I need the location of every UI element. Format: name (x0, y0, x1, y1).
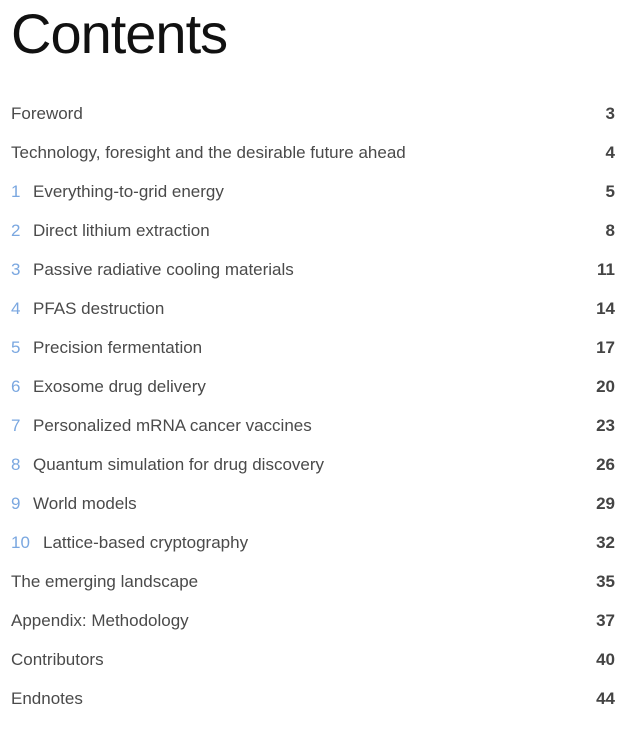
toc-entry-label: Technology, foresight and the desirable future ahead (11, 142, 406, 162)
toc-entry-page: 3 (605, 103, 615, 123)
toc-entry-label: Contributors (11, 649, 104, 669)
page-title: Contents (11, 2, 228, 65)
toc-entry-number: 8 (11, 454, 21, 474)
toc-entry-number: 10 (11, 532, 30, 552)
toc-entry-chapter-3[interactable] (11, 250, 615, 289)
toc-entry-number: 2 (11, 220, 21, 240)
toc-entry-label: Foreword (11, 103, 83, 123)
toc-entry-label: Lattice-based cryptography (43, 532, 249, 552)
toc-entry-page: 40 (596, 649, 615, 669)
toc-entry-label: PFAS destruction (33, 298, 165, 318)
toc-entry-foreword[interactable] (11, 94, 615, 133)
toc-entry-label: Everything-to-grid energy (33, 181, 224, 201)
toc-entry-label: Exosome drug delivery (33, 376, 206, 396)
toc-entry-page: 11 (597, 259, 615, 279)
toc-entry-endnotes[interactable] (11, 679, 615, 718)
toc-entry-emerging-landscape[interactable] (11, 562, 615, 601)
toc-entry-number: 1 (11, 181, 21, 201)
toc-entry-chapter-8[interactable] (11, 445, 615, 484)
toc-entry-chapter-1[interactable] (11, 172, 615, 211)
toc-entry-appendix[interactable] (11, 601, 615, 640)
toc-entry-chapter-4[interactable] (11, 289, 615, 328)
toc-entry-page: 37 (596, 610, 615, 630)
toc-entry-page: 20 (596, 376, 615, 396)
toc-entry-page: 44 (596, 688, 615, 708)
toc-entry-label: Personalized mRNA cancer vaccines (33, 415, 312, 435)
toc-entry-number: 7 (11, 415, 21, 435)
toc-entry-number: 9 (11, 493, 21, 513)
toc-entry-chapter-2[interactable] (11, 211, 615, 250)
toc-entry-contributors[interactable] (11, 640, 615, 679)
table-of-contents (11, 94, 615, 718)
toc-entry-page: 29 (596, 493, 615, 513)
toc-entry-number: 4 (11, 298, 21, 318)
toc-entry-label: The emerging landscape (11, 571, 199, 591)
toc-entry-chapter-9[interactable] (11, 484, 615, 523)
toc-entry-chapter-6[interactable] (11, 367, 615, 406)
toc-entry-number: 3 (11, 259, 21, 279)
toc-entry-label: Direct lithium extraction (33, 220, 210, 240)
toc-entry-label: Passive radiative cooling materials (33, 259, 294, 279)
toc-entry-label: World models (33, 493, 137, 513)
toc-entry-label: Precision fermentation (33, 337, 203, 357)
toc-entry-number: 5 (11, 337, 21, 357)
toc-entry-page: 23 (596, 415, 615, 435)
toc-entry-page: 14 (596, 298, 615, 318)
toc-entry-chapter-7[interactable] (11, 406, 615, 445)
toc-entry-chapter-10[interactable] (11, 523, 615, 562)
toc-entry-page: 26 (596, 454, 615, 474)
toc-entry-label: Quantum simulation for drug discovery (33, 454, 325, 474)
toc-entry-page: 5 (605, 181, 615, 201)
toc-entry-technology-foresight[interactable] (11, 133, 615, 172)
toc-entry-label: Appendix: Methodology (11, 610, 189, 630)
toc-entry-page: 32 (596, 532, 615, 552)
toc-entry-label: Endnotes (11, 688, 83, 708)
toc-entry-number: 6 (11, 376, 21, 396)
toc-entry-page: 17 (596, 337, 615, 357)
toc-entry-chapter-5[interactable] (11, 328, 615, 367)
toc-entry-page: 4 (605, 142, 615, 162)
toc-entry-page: 35 (596, 571, 615, 591)
toc-entry-page: 8 (605, 220, 615, 240)
